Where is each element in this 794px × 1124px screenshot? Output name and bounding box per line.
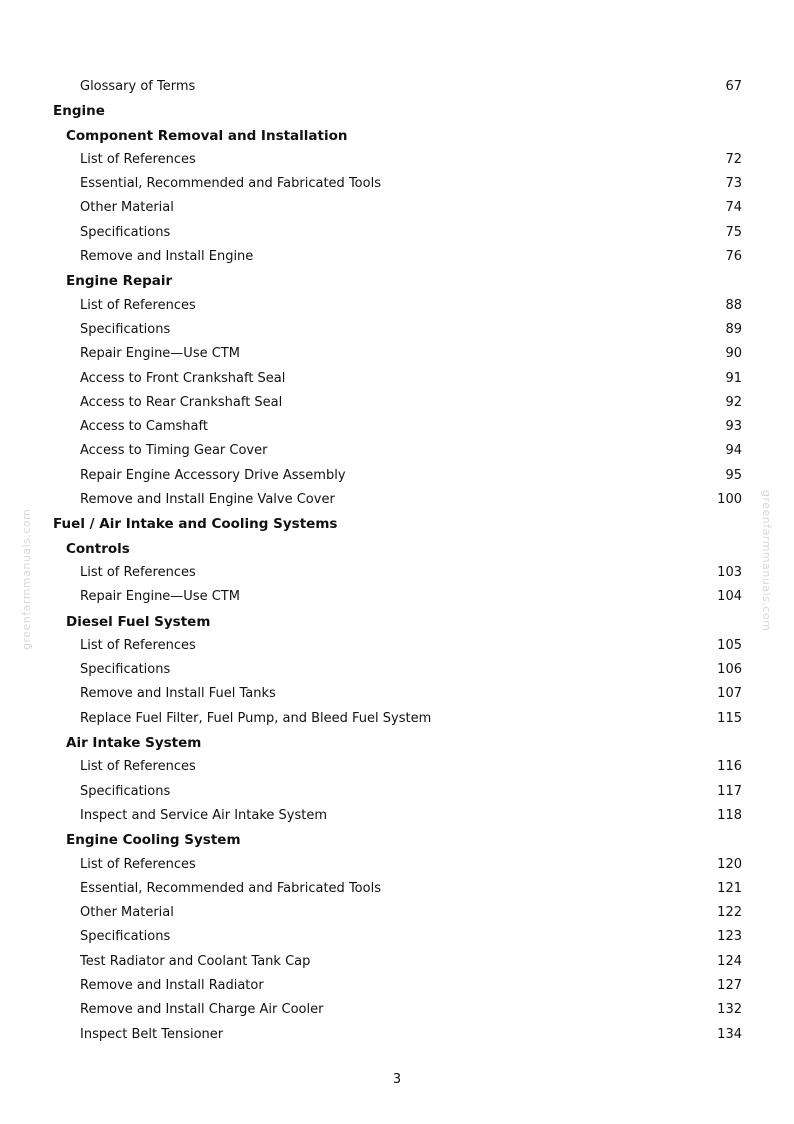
toc-entry[interactable] — [0, 658, 794, 682]
toc-entry-title: Inspect Belt Tensioner — [80, 1026, 224, 1042]
toc-entry[interactable] — [0, 682, 794, 706]
toc-entry-title: Diesel Fuel System — [66, 613, 211, 630]
toc-entry-page-number: 100 — [717, 492, 742, 508]
toc-entry-title: Engine Cooling System — [66, 832, 241, 849]
toc-entry[interactable] — [0, 561, 794, 585]
toc-entry[interactable] — [0, 221, 794, 245]
toc-entry-page-number: 76 — [725, 249, 742, 265]
toc-subsection-heading — [0, 537, 794, 561]
toc-entry-title: List of References — [80, 637, 196, 653]
toc-entry[interactable] — [0, 245, 794, 269]
page-number: 3 — [392, 1072, 402, 1087]
toc-entry-page-number: 67 — [725, 79, 742, 94]
toc-entry-title: Specifications — [80, 321, 171, 337]
toc-entry-title: Glossary of Terms — [80, 79, 196, 94]
toc-entry-title: List of References — [80, 151, 196, 167]
toc-entry-page-number: 124 — [717, 953, 742, 969]
toc-entry-title: Access to Front Crankshaft Seal — [80, 370, 286, 386]
toc-entry[interactable] — [0, 707, 794, 731]
toc-entry-title: Repair Engine Accessory Drive Assembly — [80, 467, 346, 483]
toc-entry-title: Remove and Install Fuel Tanks — [80, 686, 276, 702]
toc-entry[interactable] — [0, 585, 794, 609]
toc-entry-page-number: 104 — [717, 589, 742, 605]
toc-entry-title: Engine Repair — [66, 273, 173, 290]
toc-entry[interactable] — [0, 318, 794, 342]
toc-entry-title: List of References — [80, 564, 196, 580]
toc-entry-page-number: 127 — [717, 977, 742, 993]
toc-entry-page-number: 123 — [717, 929, 742, 945]
watermark-right: greenfarmmanuals.com — [760, 490, 773, 632]
toc-entry[interactable] — [0, 75, 794, 99]
toc-entry-title: List of References — [80, 759, 196, 775]
toc-subsection-heading — [0, 731, 794, 755]
toc-entry-page-number: 88 — [725, 297, 742, 313]
toc-entry-page-number: 106 — [717, 662, 742, 678]
toc-entry-page-number: 122 — [717, 905, 742, 921]
toc-entry-title: Engine — [53, 103, 105, 120]
toc-entry-page-number: 89 — [725, 321, 742, 337]
toc-entry-title: Inspect and Service Air Intake System — [80, 807, 328, 823]
toc-entry[interactable] — [0, 367, 794, 391]
toc-entry-title: List of References — [80, 297, 196, 313]
toc-entry-page-number: 115 — [717, 710, 742, 726]
toc-entry-title: Component Removal and Installation — [66, 127, 348, 144]
toc-entry-page-number: 73 — [725, 176, 742, 192]
toc-entry-title: Other Material — [80, 200, 174, 216]
toc-entry-title: Other Material — [80, 905, 174, 921]
toc-entry-title: Essential, Recommended and Fabricated Tools — [80, 880, 381, 896]
toc-entry-title: Specifications — [80, 783, 171, 799]
toc-entry[interactable] — [0, 172, 794, 196]
toc-entry-page-number: 120 — [717, 856, 742, 872]
toc-subsection-heading — [0, 828, 794, 852]
toc-entry[interactable] — [0, 804, 794, 828]
toc-entry-title: List of References — [80, 856, 196, 872]
toc-entry-page-number: 134 — [717, 1026, 742, 1042]
toc-entry[interactable] — [0, 196, 794, 220]
toc-entry-page-number: 105 — [717, 637, 742, 653]
toc-entry-title: Access to Timing Gear Cover — [80, 443, 268, 459]
toc-entry-title: Specifications — [80, 662, 171, 678]
toc-entry-page-number: 90 — [725, 346, 742, 362]
toc-entry-page-number: 95 — [725, 467, 742, 483]
toc-entry-page-number: 107 — [717, 686, 742, 702]
toc-entry-title: Specifications — [80, 929, 171, 945]
toc-entry[interactable] — [0, 634, 794, 658]
toc-entry[interactable] — [0, 415, 794, 439]
toc-entry[interactable] — [0, 1023, 794, 1047]
toc-section-heading — [0, 512, 794, 536]
toc-entry-title: Repair Engine—Use CTM — [80, 589, 240, 605]
toc-entry-title: Air Intake System — [66, 735, 202, 752]
toc-entry[interactable] — [0, 877, 794, 901]
toc-entry-page-number: 132 — [717, 1002, 742, 1018]
toc-entry-title: Fuel / Air Intake and Cooling Systems — [53, 516, 338, 533]
toc-entry[interactable] — [0, 755, 794, 779]
toc-entry-page-number: 75 — [725, 224, 742, 240]
toc-entry-page-number: 117 — [717, 783, 742, 799]
toc-entry-title: Remove and Install Radiator — [80, 977, 264, 993]
toc-entry-page-number: 118 — [717, 807, 742, 823]
toc-entry-page-number: 74 — [725, 200, 742, 216]
toc-entry-title: Replace Fuel Filter, Fuel Pump, and Bleed Fuel System — [80, 710, 432, 726]
toc-entry-page-number: 72 — [725, 151, 742, 167]
toc-section-heading — [0, 99, 794, 123]
toc-entry-title: Remove and Install Engine Valve Cover — [80, 492, 335, 508]
toc-entry-title: Access to Rear Crankshaft Seal — [80, 394, 283, 410]
toc-entry-title: Specifications — [80, 224, 171, 240]
toc-entry-page-number: 103 — [717, 564, 742, 580]
toc-entry-page-number: 91 — [725, 370, 742, 386]
toc-entry-page-number: 93 — [725, 419, 742, 435]
toc-entry[interactable] — [0, 974, 794, 998]
toc-entry-title: Test Radiator and Coolant Tank Cap — [80, 953, 311, 969]
toc-entry-title: Controls — [66, 540, 130, 557]
toc-entry[interactable] — [0, 901, 794, 925]
toc-entry[interactable] — [0, 294, 794, 318]
toc-subsection-heading — [0, 124, 794, 148]
toc-entry-page-number: 92 — [725, 394, 742, 410]
toc-entry[interactable] — [0, 464, 794, 488]
toc-subsection-heading — [0, 269, 794, 293]
toc-entry-title: Essential, Recommended and Fabricated Tools — [80, 176, 381, 192]
toc-entry-page-number: 116 — [717, 759, 742, 775]
toc-entry-title: Repair Engine—Use CTM — [80, 346, 240, 362]
toc-entry[interactable] — [0, 148, 794, 172]
toc-entry-title: Remove and Install Charge Air Cooler — [80, 1002, 324, 1018]
toc-entry[interactable] — [0, 342, 794, 366]
toc-entry[interactable] — [0, 925, 794, 949]
table-of-contents — [0, 75, 794, 1047]
toc-entry[interactable] — [0, 488, 794, 512]
toc-entry[interactable] — [0, 998, 794, 1022]
toc-subsection-heading — [0, 610, 794, 634]
toc-entry[interactable] — [0, 391, 794, 415]
toc-entry[interactable] — [0, 780, 794, 804]
toc-entry-page-number: 94 — [725, 443, 742, 459]
toc-entry[interactable] — [0, 439, 794, 463]
toc-entry-title: Remove and Install Engine — [80, 249, 254, 265]
toc-entry-title: Access to Camshaft — [80, 419, 208, 435]
toc-entry[interactable] — [0, 853, 794, 877]
toc-entry-page-number: 121 — [717, 880, 742, 896]
watermark-left: greenfarmmanuals.com — [20, 508, 33, 650]
toc-entry[interactable] — [0, 950, 794, 974]
